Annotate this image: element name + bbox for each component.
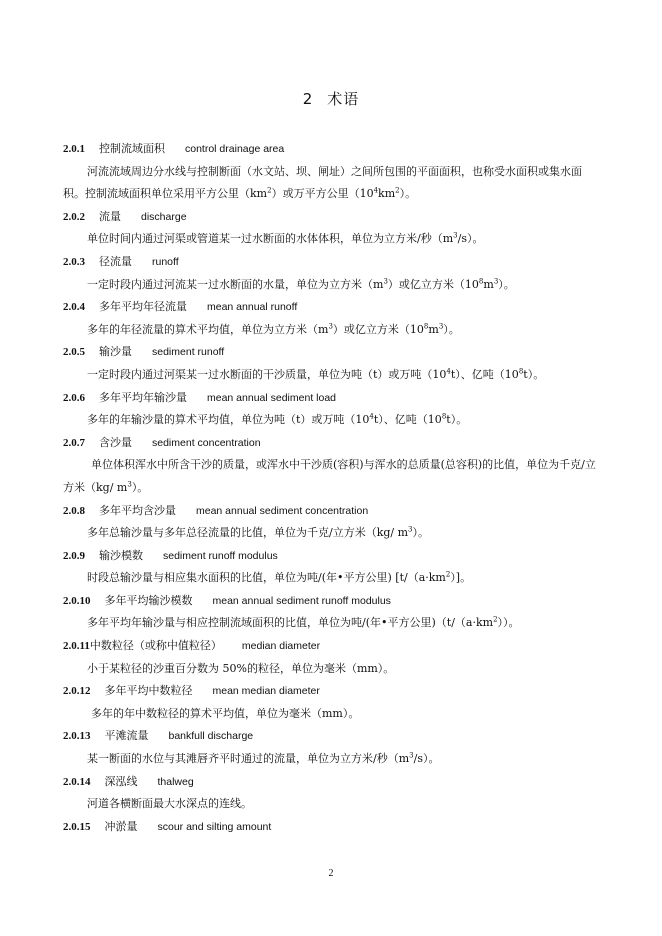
term-heading [63, 432, 603, 455]
superscript: 3 [453, 231, 458, 240]
term-definition: 河道各横断面最大水深点的连线。 [87, 797, 252, 811]
term-english: sediment concentration [152, 436, 261, 449]
term-chinese: 多年平均年输沙量 [99, 390, 187, 404]
superscript: 8 [423, 322, 429, 331]
superscript: 8 [518, 367, 524, 376]
term-english: sediment runoff modulus [163, 549, 278, 562]
term-number: 2.0.8 [63, 504, 85, 517]
superscript: 3 [127, 480, 132, 489]
term-definition: 时段总输沙量与相应集水面积的比值，单位为吨/(年•平方公里) $[t/(a\cdot km^2)]$。 [87, 570, 472, 585]
term-chinese: 多年平均年径流量 [99, 300, 187, 314]
superscript: 2 [395, 186, 400, 195]
superscript: 3 [493, 276, 499, 285]
term-definition: 小于某粒径的沙重百分数为 50%的粒径，单位为毫米（mm）。 [87, 661, 395, 675]
superscript: 3 [409, 751, 414, 760]
term-number: 2.0.9 [63, 549, 85, 562]
term-number: 2.0.12 [63, 685, 91, 698]
term-definition: 多年平均年输沙量与相应控制流域面积的比值，单位为吨/(年•平方公里)$(t/(a\cdot km^2))$。 [87, 615, 520, 630]
term-heading [63, 500, 603, 523]
term-number: 2.0.14 [63, 775, 91, 788]
superscript: 4 [373, 186, 379, 195]
term-chinese: 输沙模数 [99, 548, 143, 562]
term-number: 2.0.3 [63, 255, 85, 268]
term-english: mean annual sediment concentration [196, 504, 369, 517]
term-number: 2.0.4 [63, 301, 85, 314]
term-number: 2.0.2 [63, 210, 85, 223]
term-english: mean annual runoff [207, 301, 298, 314]
term-english: mean median diameter [212, 685, 320, 698]
terms-list [63, 138, 603, 838]
term-heading [63, 251, 603, 274]
term-definition: 单位体积浑水中所含干沙的质量，或浑水中干沙质(容积)与浑水的总质量(总容积)的比值，单位为千克/立方米（kg/ $m^3$）。 [63, 458, 596, 494]
term-definition: 多年总输沙量与多年总径流量的比值，单位为千克/立方米（kg/ $m^3$）。 [87, 525, 430, 540]
term-english: control drainage area [185, 143, 285, 155]
term-english: discharge [141, 210, 187, 223]
term-english: scour and silting amount [157, 820, 272, 833]
superscript: 8 [478, 276, 484, 285]
term-chinese: 多年平均中数粒径 [104, 684, 193, 698]
term-english: median diameter [241, 640, 321, 653]
term-heading [63, 635, 603, 658]
term-chinese: 中数粒径（或称中值粒径） [89, 639, 222, 653]
term-definition: 多年的年中数粒径的算术平均值，单位为毫米（mm）。 [91, 706, 360, 720]
term-heading [63, 341, 603, 364]
term-definition: 单位时间内通过河渠或管道某一过水断面的水体体积，单位为立方米/秒$(m^3/s)$。 [87, 231, 484, 246]
term-chinese: 控制流域面积 [99, 142, 165, 155]
superscript: 3 [383, 276, 388, 285]
term-chinese: 径流量 [99, 254, 132, 268]
term-number: 2.0.6 [63, 391, 85, 404]
term-heading [63, 680, 603, 703]
term-definition: 河流流域周边分水线与控制断面（水文站、坝、闸址）之间所包围的平面面积，也称受水面积或集水面积。控制流域面积单位采用平方公里$(km^2)$或万平方公里$(10^4km^2)$。 [63, 164, 582, 201]
term-heading [63, 138, 603, 161]
term-english: runoff [152, 255, 179, 268]
term-heading [63, 590, 603, 613]
term-heading [63, 816, 603, 839]
superscript: 3 [438, 322, 444, 331]
term-number: 2.0.5 [63, 346, 85, 359]
term-heading [63, 771, 603, 794]
term-number: 2.0.1 [63, 143, 85, 155]
term-english: sediment runoff [152, 346, 225, 359]
term-heading [63, 296, 603, 319]
term-english: thalweg [157, 775, 194, 788]
term-number: 2.0.11 [63, 640, 90, 653]
term-number: 2.0.10 [63, 594, 91, 607]
term-chinese: 冲淤量 [104, 819, 138, 833]
superscript: 2 [493, 615, 498, 624]
term-english: mean annual sediment runoff modulus [212, 594, 391, 607]
term-chinese: 深泓线 [104, 774, 138, 788]
superscript: 2 [267, 186, 272, 195]
superscript: 3 [328, 322, 333, 331]
term-heading [63, 545, 603, 568]
term-chinese: 多年平均输沙模数 [104, 593, 193, 607]
term-chinese: 平滩流量 [104, 729, 149, 743]
page-number: 2 [328, 868, 334, 879]
term-chinese: 多年平均含沙量 [99, 503, 176, 517]
section-number: 2 [302, 90, 314, 108]
term-number: 2.0.13 [63, 730, 91, 743]
term-heading [63, 387, 603, 410]
term-definition: 一定时段内通过河流某一过水断面的水量，单位为立方米$(m^3)$或亿立方米$(10^8m^3)$。 [87, 276, 515, 291]
superscript: 2 [445, 570, 451, 579]
superscript: 4 [369, 412, 374, 421]
term-english: mean annual sediment load [207, 391, 337, 404]
section-heading [0, 88, 662, 109]
term-english: bankfull discharge [168, 730, 254, 743]
superscript: 3 [408, 525, 413, 534]
term-definition: 某一断面的水位与其滩唇齐平时通过的流量，单位为立方米/秒$(m^3/s)$。 [87, 751, 440, 766]
term-number: 2.0.15 [63, 820, 91, 833]
term-chinese: 含沙量 [99, 435, 132, 449]
term-chinese: 输沙量 [99, 345, 132, 359]
superscript: 4 [446, 367, 451, 376]
term-definition: 一定时段内通过河渠某一过水断面的干沙质量，单位为吨（t）或万吨$(10^4t)$、亿吨$(10^8t)$。 [87, 367, 545, 381]
term-definition: 多年的年径流量的算术平均值，单位为立方米$(m^3)$或亿立方米$(10^8m^3)$。 [87, 322, 460, 336]
term-heading [63, 206, 603, 229]
section-title: 术语 [327, 90, 360, 108]
superscript: 8 [441, 412, 447, 421]
term-definition: 多年的年输沙量的算术平均值，单位为吨（t）或万吨$(10^4t)$、亿吨$(10^8t)$。 [87, 412, 468, 427]
term-chinese: 流量 [99, 209, 121, 223]
term-number: 2.0.7 [63, 436, 85, 449]
term-heading [63, 725, 603, 748]
